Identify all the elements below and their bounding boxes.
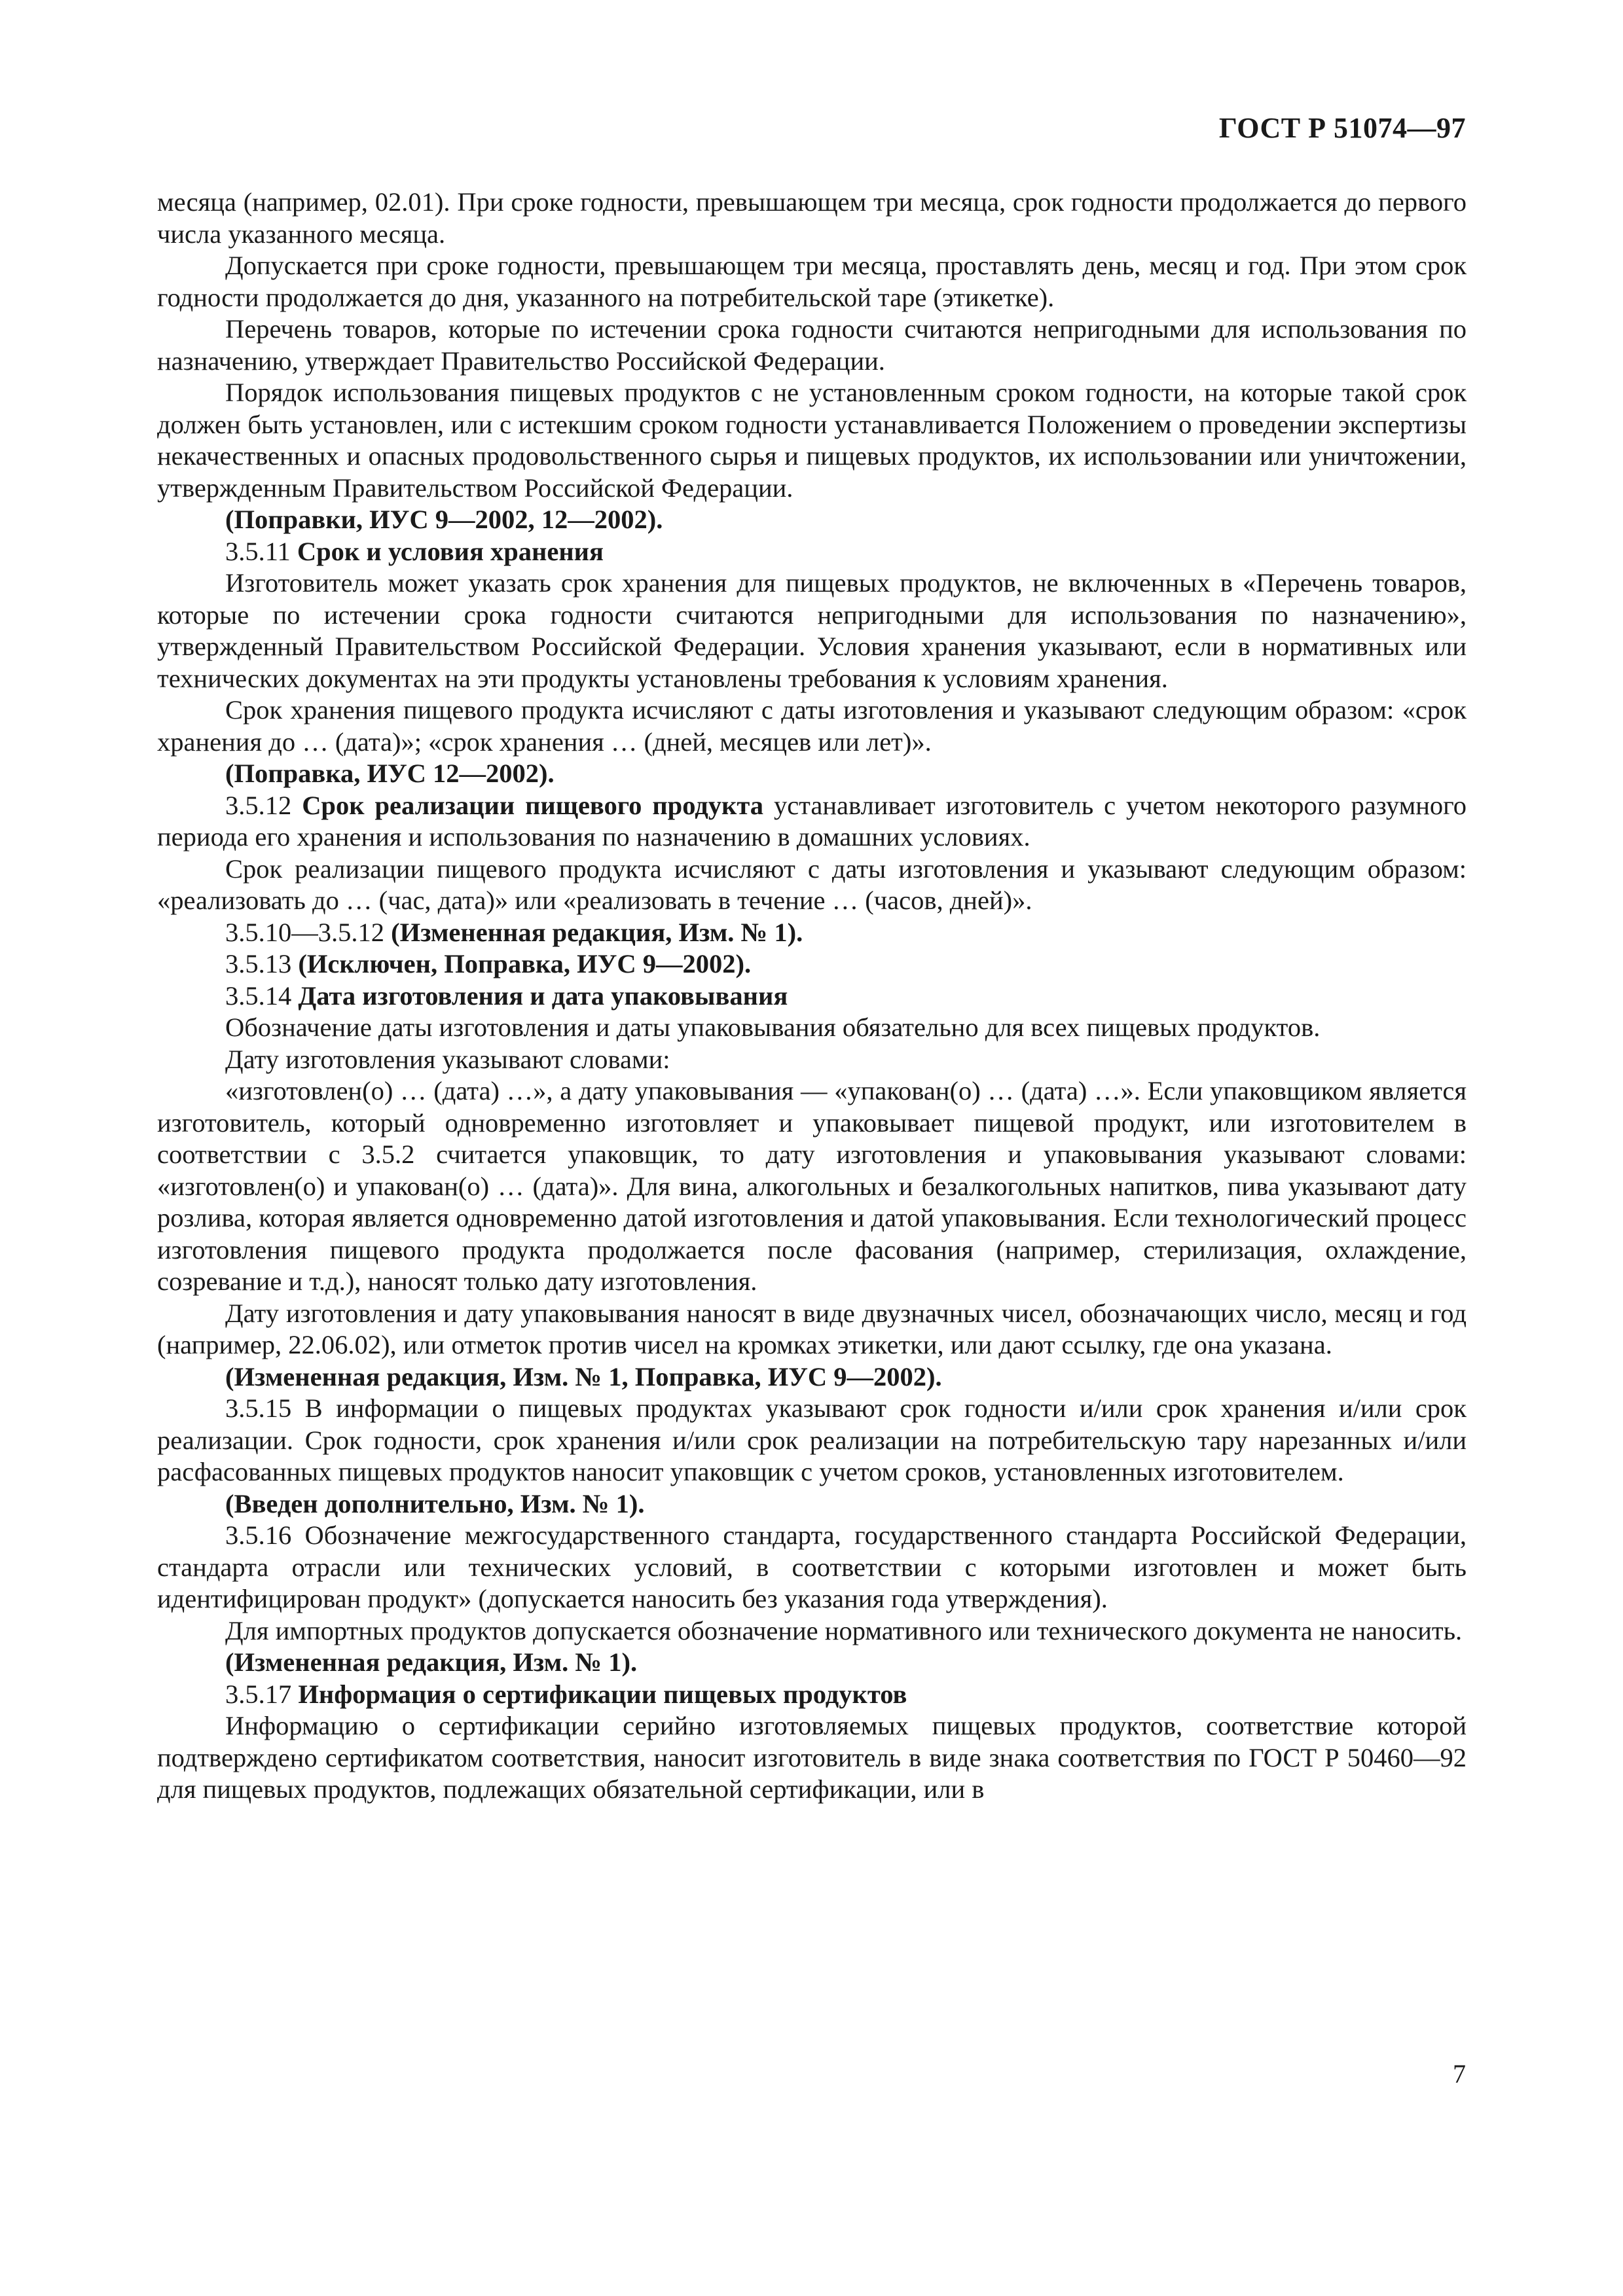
paragraph: Информацию о сертификации серийно изготовляемых пищевых продуктов, соответствие которой подтверждено сертификатом соответствия, наносит изготовитель в виде знака соответствия по ГОСТ Р 50460—92 для пищевых продуктов, подлежащих обязательной сертификации, или в xyxy=(157,1711,1467,1804)
paragraph: Дату изготовления и дату упаковывания наносят в виде двузначных чисел, обозначающих число, месяц и год (например, 22.06.02), или отметок против чисел на кромках этикетки, или дают ссылку, где она указана. xyxy=(157,1298,1467,1359)
section-heading-3-5-17 xyxy=(157,1679,1467,1711)
section-title: Дата изготовления и дата упаковывания xyxy=(298,980,788,1011)
standard-header: ГОСТ Р 51074—97 xyxy=(1218,112,1466,144)
amendment-note: (Поправки, ИУС 9—2002, 12—2002). xyxy=(225,505,663,534)
paragraph: Срок хранения пищевого продукта исчисляют с даты изготовления и указывают следующим образом: «срок хранения до … (дата)»; «срок хранения … (дней, месяцев или лет)». xyxy=(157,695,1467,757)
paragraph: Дату изготовления указывают словами: xyxy=(225,1044,670,1074)
amendment-note: (Измененная редакция, Изм. № 1, Поправка, ИУС 9—2002). xyxy=(225,1361,942,1391)
section-number: 3.5.17 xyxy=(225,1679,292,1709)
section-heading-3-5-11 xyxy=(157,536,1467,568)
section-number: 3.5.14 xyxy=(225,980,292,1011)
section-number: 3.5.11 xyxy=(225,536,291,566)
section-text: устанавливает изготовитель с учетом некоторого разумного периода его хранения и использования по назначению в домашних условиях. xyxy=(157,790,1467,852)
section-number: 3.5.13 xyxy=(225,949,292,978)
section-3-5-16: 3.5.16 Обозначение межгосударственного стандарта, государственного стандарта Российской Федерации, стандарта отрасли или технических условий, в соответствии с которыми изготовлен и может быть идентифицирован продукт» (допускается наносить без указания года утверждения). xyxy=(157,1520,1467,1613)
paragraph: Срок реализации пищевого продукта исчисляют с даты изготовления и указывают следующим образом: «реализовать до … (час, дата)» или «реализовать в течение … (часов, дней)». xyxy=(157,853,1467,915)
paragraph-continuation: месяца (например, 02.01). При сроке годности, превышающем три месяца, срок годности продолжается до первого числа указанного месяца. xyxy=(157,187,1467,249)
section-title: Срок и условия хранения xyxy=(297,536,604,566)
paragraph: Перечень товаров, которые по истечении срока годности считаются непригодными для использования по назначению, утверждает Правительство Российской Федерации. xyxy=(157,314,1467,376)
paragraph: Обозначение даты изготовления и даты упаковывания обязательно для всех пищевых продуктов. xyxy=(225,1013,1321,1042)
amendment-note: (Исключен, Поправка, ИУС 9—2002). xyxy=(298,949,752,978)
paragraph: «изготовлен(о) … (дата) …», а дату упаковывания — «упакован(о) … (дата) …». Если упаковщиком является изготовитель, который одновременно изготовляет и упаковывает пищевой продукт, или изготовителем в соответствии с 3.5.2 считается упаковщик, то дату изготовления и упаковывания указывают словами: «изготовлен(о) и упакован(о) … (дата)». Для вина, алкогольных и безалкогольных напитков, пива указывают дату розлива, которая является одновременно датой изготовления и датой упаковывания. Если технологический процесс изготовления пищевого продукта продолжается после фасования (например, стерилизация, охлаждение, созревание и т.д.), наносят только дату изготовления. xyxy=(157,1076,1467,1296)
section-3-5-15: 3.5.15 В информации о пищевых продуктах указывают срок годности и/или срок хранения и/или срок реализации. Срок годности, срок хранения и/или срок реализации на потребительскую тару нарезанных и/или расфасованных пищевых продуктов наносит упаковщик с учетом сроков, установленных изготовителем. xyxy=(157,1393,1467,1486)
amendment-note: (Введен дополнительно, Изм. № 1). xyxy=(225,1488,645,1518)
paragraph: Порядок использования пищевых продуктов с не установленным сроком годности, на которые такой срок должен быть установлен, или с истекшим сроком годности устанавливается Положением о проведении экспертизы некачественных и опасных продовольственного сырья и пищевых продуктов, их использовании или уничтожении, утвержденным Правительством Российской Федерации. xyxy=(157,378,1467,503)
section-title: Срок реализации пищевого продукта xyxy=(302,790,763,820)
paragraph: Для импортных продуктов допускается обозначение нормативного или технического документа не наносить. xyxy=(225,1615,1463,1645)
paragraph: Допускается при сроке годности, превышающем три месяца, проставлять день, месяц и год. При этом срок годности продолжается до дня, указанного на потребительской таре (этикетке). xyxy=(157,251,1467,312)
section-range-note xyxy=(157,917,1467,949)
page-number: 7 xyxy=(1453,2059,1466,2089)
document-body xyxy=(157,187,1467,1806)
amendment-note: (Измененная редакция, Изм. № 1). xyxy=(391,917,803,947)
section-number: 3.5.12 xyxy=(225,790,292,820)
section-range: 3.5.10—3.5.12 xyxy=(225,917,384,947)
amendment-note: (Поправка, ИУС 12—2002). xyxy=(225,759,555,788)
section-title: Информация о сертификации пищевых продуктов xyxy=(298,1679,907,1709)
section-heading-3-5-14 xyxy=(157,980,1467,1013)
paragraph: Изготовитель может указать срок хранения для пищевых продуктов, не включенных в «Перечень товаров, которые по истечении срока годности считаются непригодными для использования по назначению», утвержденный Правительством Российской Федерации. Условия хранения указывают, если в нормативных или технических документах на эти продукты установлены требования к условиям хранения. xyxy=(157,568,1467,693)
section-3-5-12 xyxy=(157,790,1467,853)
amendment-note: (Измененная редакция, Изм. № 1). xyxy=(225,1647,638,1677)
section-3-5-13 xyxy=(157,948,1467,980)
